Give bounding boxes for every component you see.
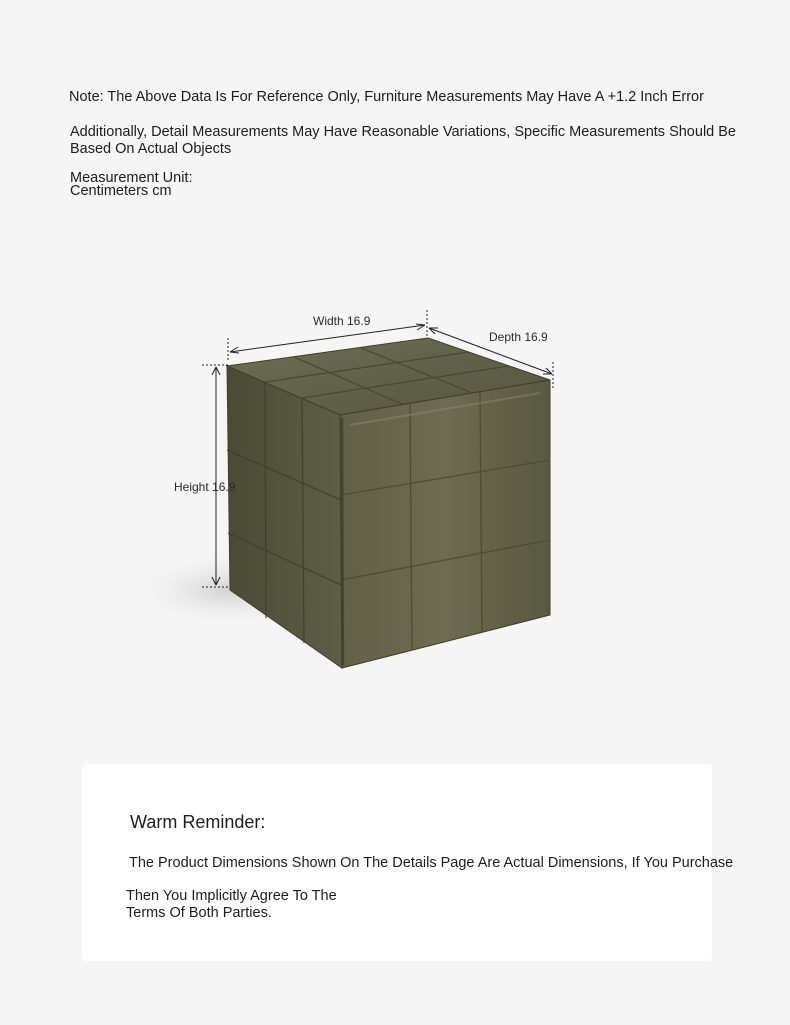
warm-reminder-card: [82, 764, 734, 961]
reference-note: Note: The Above Data Is For Reference Only, Furniture Measurements May Have A +1.2 Inch Error: [69, 89, 704, 105]
measurement-unit-label: Measurement Unit:: [70, 170, 193, 186]
depth-label: Depth 16.9: [489, 330, 548, 344]
reminder-text-line2: Then You Implicitly Agree To The Terms Of Both Parties.: [126, 888, 337, 921]
measurement-unit-value: Centimeters cm: [70, 183, 172, 199]
front-corner-piping: [342, 418, 343, 665]
product-dimension-figure: [110, 300, 590, 700]
width-label: Width 16.9: [313, 314, 371, 328]
reminder-title: Warm Reminder:: [130, 812, 266, 832]
ottoman-front-face: [340, 380, 550, 668]
reminder-text-line1: The Product Dimensions Shown On The Details Page Are Actual Dimensions, If You Purchase: [129, 855, 734, 871]
ottoman-illustration: [110, 300, 590, 700]
variation-note: Additionally, Detail Measurements May Have Reasonable Variations, Specific Measurements Should Be Based On Actual Objects: [70, 124, 736, 157]
height-label: Height 16.9: [174, 480, 236, 494]
